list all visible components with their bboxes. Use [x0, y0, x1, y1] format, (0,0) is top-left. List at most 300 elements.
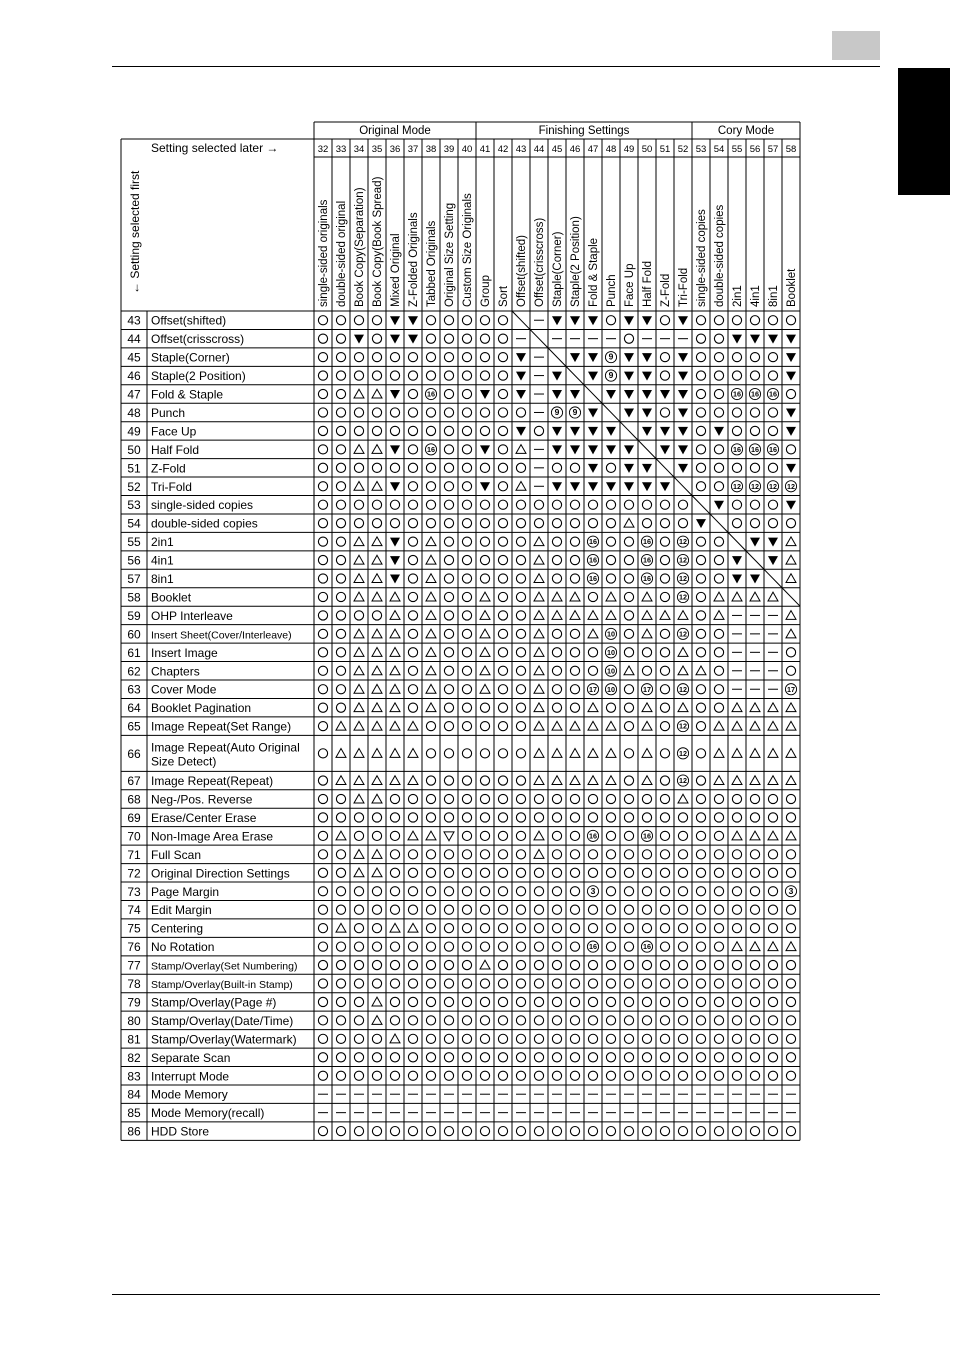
triangle-mark — [480, 666, 490, 675]
triangle-mark — [768, 703, 778, 712]
circle-mark — [462, 794, 471, 803]
triangle-mark — [390, 592, 400, 601]
circle-mark — [606, 1071, 615, 1080]
triangle-mark — [354, 850, 364, 859]
solid-triangle-mark — [624, 482, 634, 491]
solid-triangle-mark — [624, 316, 634, 325]
circle-mark — [372, 519, 381, 528]
triangle-mark — [336, 721, 346, 730]
circle-mark — [372, 924, 381, 933]
circle-mark — [444, 574, 453, 583]
triangle-mark — [426, 555, 436, 564]
triangle-mark — [354, 749, 364, 758]
circle-mark — [498, 905, 507, 914]
circled-number-text: 17 — [643, 684, 651, 694]
circle-mark — [516, 831, 525, 840]
circle-mark — [336, 905, 345, 914]
solid-triangle-mark — [642, 408, 652, 417]
circle-mark — [750, 1034, 759, 1043]
circle-mark — [498, 960, 507, 969]
circle-mark — [606, 942, 615, 951]
row-label: Centering — [151, 921, 204, 936]
circle-mark — [444, 408, 453, 417]
column-label: Fold & Staple — [588, 237, 600, 307]
circle-mark — [714, 997, 723, 1006]
circle-mark — [588, 500, 597, 509]
circled-number-text: 17 — [787, 684, 795, 694]
triangle-mark — [354, 721, 364, 730]
circle-mark — [714, 813, 723, 822]
circle-mark — [426, 334, 435, 343]
circle-mark — [714, 1071, 723, 1080]
circle-mark — [426, 850, 435, 859]
circle-mark — [570, 555, 579, 564]
circle-mark — [678, 924, 687, 933]
circle-mark — [426, 813, 435, 822]
circle-mark — [588, 979, 597, 988]
column-number: 48 — [605, 144, 617, 155]
row-number: 67 — [127, 774, 141, 789]
circle-mark — [732, 426, 741, 435]
circle-mark — [408, 408, 417, 417]
circle-mark — [408, 519, 417, 528]
triangle-mark — [534, 721, 544, 730]
row-number: 50 — [127, 442, 141, 457]
triangle-mark — [354, 555, 364, 564]
circle-mark — [750, 850, 759, 859]
circle-mark — [444, 592, 453, 601]
circled-number-text: 3 — [590, 885, 596, 896]
solid-triangle-mark — [588, 427, 598, 436]
triangle-mark — [588, 611, 598, 620]
circle-mark — [624, 611, 633, 620]
triangle-mark — [750, 776, 760, 785]
circle-mark — [606, 831, 615, 840]
circle-mark — [336, 574, 345, 583]
circle-mark — [390, 408, 399, 417]
circled-number-text: 16 — [733, 444, 741, 454]
triangle-mark — [480, 592, 490, 601]
circle-mark — [354, 924, 363, 933]
circled-number-text: 16 — [643, 942, 651, 952]
solid-triangle-mark — [516, 353, 526, 362]
column-number: 55 — [731, 144, 743, 155]
column-label: 8in1 — [768, 285, 780, 307]
circle-mark — [732, 905, 741, 914]
circle-mark — [588, 1016, 597, 1025]
triangle-mark — [372, 794, 382, 803]
row-label: Booklet — [151, 590, 192, 605]
solid-triangle-mark — [552, 427, 562, 436]
circle-mark — [534, 1016, 543, 1025]
circle-mark — [444, 1034, 453, 1043]
circle-mark — [462, 408, 471, 417]
column-number: 33 — [335, 144, 347, 155]
row-number: 54 — [127, 516, 141, 531]
circle-mark — [606, 703, 615, 712]
column-label: Staple(Corner) — [552, 231, 564, 307]
circle-mark — [372, 334, 381, 343]
row-label: Tri-Fold — [151, 479, 192, 494]
circle-mark — [624, 1016, 633, 1025]
circled-number-text: 16 — [643, 537, 651, 547]
circle-mark — [480, 1053, 489, 1062]
circle-mark — [408, 1053, 417, 1062]
circle-mark — [786, 1127, 795, 1136]
column-number: 37 — [407, 144, 419, 155]
circle-mark — [336, 685, 345, 694]
row-number: 79 — [127, 995, 141, 1010]
triangle-mark — [372, 555, 382, 564]
column-label: Original Size Setting — [444, 202, 456, 307]
circle-mark — [660, 722, 669, 731]
circle-mark — [444, 924, 453, 933]
circle-mark — [714, 316, 723, 325]
circle-mark — [354, 942, 363, 951]
triangle-mark — [372, 445, 382, 454]
triangle-mark — [426, 703, 436, 712]
circle-mark — [480, 942, 489, 951]
circle-mark — [552, 868, 561, 877]
circled-number-text: 16 — [589, 942, 597, 952]
circle-mark — [462, 463, 471, 472]
circle-mark — [696, 611, 705, 620]
triangle-mark — [480, 648, 490, 657]
triangle-mark — [642, 592, 652, 601]
circle-mark — [390, 1071, 399, 1080]
circle-mark — [714, 334, 723, 343]
circle-mark — [696, 813, 705, 822]
row-number: 81 — [127, 1032, 141, 1047]
row-label: Z-Fold — [151, 461, 186, 476]
solid-triangle-mark — [678, 353, 688, 362]
row-label: Stamp/Overlay(Built-in Stamp) — [151, 979, 293, 992]
triangle-mark — [642, 703, 652, 712]
diagonal-mark — [584, 385, 602, 403]
triangle-mark — [588, 749, 598, 758]
circle-mark — [480, 905, 489, 914]
circle-mark — [714, 960, 723, 969]
triangle-mark — [714, 776, 724, 785]
row-number: 82 — [127, 1050, 141, 1065]
circle-mark — [678, 979, 687, 988]
circle-mark — [552, 924, 561, 933]
circled-number-text: 12 — [787, 481, 795, 491]
column-label: Book Copy(Separation) — [354, 187, 366, 307]
circle-mark — [408, 482, 417, 491]
circle-mark — [462, 813, 471, 822]
circle-mark — [462, 960, 471, 969]
circle-mark — [570, 997, 579, 1006]
circle-mark — [516, 887, 525, 896]
circle-mark — [408, 648, 417, 657]
solid-triangle-mark — [768, 556, 778, 565]
circle-mark — [552, 979, 561, 988]
solid-triangle-mark — [516, 390, 526, 399]
circle-mark — [498, 389, 507, 398]
circle-mark — [372, 426, 381, 435]
circle-mark — [390, 942, 399, 951]
triangle-mark — [714, 611, 724, 620]
circle-mark — [606, 519, 615, 528]
circle-mark — [516, 666, 525, 675]
circle-mark — [462, 1127, 471, 1136]
circle-mark — [732, 1016, 741, 1025]
row-label: 8in1 — [151, 572, 174, 587]
circle-mark — [552, 905, 561, 914]
circle-mark — [768, 353, 777, 362]
circle-mark — [390, 353, 399, 362]
circled-number-text: 12 — [679, 721, 687, 731]
triangle-mark — [354, 574, 364, 583]
row-label: Interrupt Mode — [151, 1069, 230, 1084]
circle-mark — [732, 997, 741, 1006]
circle-mark — [336, 629, 345, 638]
circle-mark — [336, 1016, 345, 1025]
circle-mark — [480, 1071, 489, 1080]
circle-mark — [696, 905, 705, 914]
circle-mark — [570, 794, 579, 803]
circled-number-text: 16 — [589, 574, 597, 584]
circle-mark — [462, 703, 471, 712]
triangle-mark — [426, 666, 436, 675]
circle-mark — [534, 794, 543, 803]
circle-mark — [660, 831, 669, 840]
circle-mark — [408, 685, 417, 694]
row-number: 45 — [127, 350, 141, 365]
circle-mark — [480, 463, 489, 472]
triangle-mark — [426, 648, 436, 657]
circle-mark — [570, 519, 579, 528]
row-label: Stamp/Overlay(Set Numbering) — [151, 960, 298, 973]
diagonal-mark — [620, 422, 638, 440]
circled-number-text: 16 — [769, 444, 777, 454]
circle-mark — [498, 408, 507, 417]
circle-mark — [426, 942, 435, 951]
circle-mark — [660, 1016, 669, 1025]
triangle-mark — [606, 749, 616, 758]
triangle-mark — [606, 776, 616, 785]
circle-mark — [462, 592, 471, 601]
circle-mark — [660, 500, 669, 509]
circle-mark — [678, 831, 687, 840]
column-number: 51 — [659, 144, 671, 155]
circle-mark — [642, 1053, 651, 1062]
circle-mark — [570, 1127, 579, 1136]
circle-mark — [642, 1071, 651, 1080]
circle-mark — [426, 316, 435, 325]
circled-number-text: 10 — [607, 629, 615, 639]
row-label: Image Repeat(Repeat) — [151, 774, 274, 789]
triangle-mark — [426, 684, 436, 693]
solid-triangle-mark — [390, 316, 400, 325]
triangle-mark — [786, 629, 796, 638]
circle-mark — [408, 353, 417, 362]
circle-mark — [552, 703, 561, 712]
circle-mark — [696, 648, 705, 657]
solid-triangle-mark — [390, 445, 400, 454]
circle-mark — [372, 960, 381, 969]
circle-mark — [606, 1016, 615, 1025]
circle-mark — [498, 1034, 507, 1043]
row-label: Neg-/Pos. Reverse — [151, 792, 253, 807]
circle-mark — [426, 924, 435, 933]
circle-mark — [336, 960, 345, 969]
circle-mark — [750, 519, 759, 528]
circle-mark — [642, 519, 651, 528]
circle-mark — [336, 555, 345, 564]
circle-mark — [714, 703, 723, 712]
triangle-mark — [480, 684, 490, 693]
circle-mark — [318, 887, 327, 896]
circle-mark — [336, 703, 345, 712]
circle-mark — [768, 519, 777, 528]
circle-mark — [696, 537, 705, 546]
corner-later-label: Setting selected later → — [151, 141, 279, 155]
circle-mark — [426, 722, 435, 731]
solid-triangle-mark — [714, 427, 724, 436]
triangle-mark — [390, 703, 400, 712]
circle-mark — [696, 334, 705, 343]
row-label: Half Fold — [151, 442, 200, 457]
circle-mark — [462, 868, 471, 877]
circle-mark — [768, 316, 777, 325]
circle-mark — [390, 1053, 399, 1062]
triangle-mark — [408, 923, 418, 932]
circle-mark — [426, 1053, 435, 1062]
triangle-mark — [354, 666, 364, 675]
circle-mark — [660, 1053, 669, 1062]
solid-triangle-mark — [390, 390, 400, 399]
row-number: 63 — [127, 682, 141, 697]
circle-mark — [660, 1071, 669, 1080]
circle-mark — [750, 1016, 759, 1025]
circle-mark — [534, 813, 543, 822]
circle-mark — [426, 868, 435, 877]
circle-mark — [606, 500, 615, 509]
solid-triangle-mark — [552, 372, 562, 381]
circle-mark — [444, 334, 453, 343]
circle-mark — [462, 850, 471, 859]
circle-mark — [462, 334, 471, 343]
circle-mark — [624, 1053, 633, 1062]
circle-mark — [354, 1071, 363, 1080]
triangle-mark — [372, 629, 382, 638]
circle-mark — [696, 592, 705, 601]
row-label: Punch — [151, 405, 186, 420]
triangle-mark — [426, 831, 436, 840]
circle-mark — [696, 749, 705, 758]
circle-mark — [408, 574, 417, 583]
circle-mark — [606, 463, 615, 472]
triangle-mark — [534, 555, 544, 564]
triangle-mark — [354, 537, 364, 546]
circle-mark — [660, 353, 669, 362]
triangle-mark — [732, 942, 742, 951]
circle-mark — [426, 997, 435, 1006]
circle-mark — [498, 648, 507, 657]
circle-mark — [498, 1071, 507, 1080]
circle-mark — [336, 997, 345, 1006]
circle-mark — [516, 722, 525, 731]
circle-mark — [732, 979, 741, 988]
circle-mark — [732, 500, 741, 509]
circle-mark — [480, 703, 489, 712]
solid-triangle-mark — [570, 353, 580, 362]
row-number: 52 — [127, 479, 141, 494]
circle-mark — [624, 1034, 633, 1043]
row-number: 48 — [127, 405, 141, 420]
circle-mark — [642, 666, 651, 675]
circle-mark — [336, 611, 345, 620]
triangle-mark — [534, 592, 544, 601]
circle-mark — [768, 997, 777, 1006]
circle-mark — [462, 749, 471, 758]
circle-mark — [570, 831, 579, 840]
circle-mark — [498, 997, 507, 1006]
row-number: 80 — [127, 1013, 141, 1028]
triangle-mark — [570, 776, 580, 785]
circle-mark — [696, 1034, 705, 1043]
triangle-mark — [354, 481, 364, 490]
solid-triangle-mark — [786, 372, 796, 381]
circle-mark — [624, 776, 633, 785]
circle-mark — [498, 334, 507, 343]
circle-mark — [408, 997, 417, 1006]
circle-mark — [750, 353, 759, 362]
circle-mark — [606, 1034, 615, 1043]
circle-mark — [372, 942, 381, 951]
column-number: 50 — [641, 144, 653, 155]
circled-number-text: 16 — [427, 389, 435, 399]
circle-mark — [480, 794, 489, 803]
circled-number-text: 12 — [679, 555, 687, 565]
circle-mark — [480, 749, 489, 758]
circled-number-text: 16 — [769, 389, 777, 399]
circle-mark — [390, 463, 399, 472]
circle-mark — [750, 1071, 759, 1080]
triangle-mark — [390, 666, 400, 675]
circle-mark — [390, 813, 399, 822]
circle-mark — [660, 979, 669, 988]
circle-mark — [696, 942, 705, 951]
circle-mark — [372, 813, 381, 822]
triangle-mark — [786, 942, 796, 951]
triangle-mark — [534, 574, 544, 583]
circle-mark — [606, 905, 615, 914]
column-label: Z-Folded Originals — [408, 212, 420, 307]
circle-mark — [444, 1016, 453, 1025]
circle-mark — [426, 1071, 435, 1080]
circle-mark — [480, 519, 489, 528]
triangle-mark — [750, 592, 760, 601]
circle-mark — [426, 776, 435, 785]
group-header: Original Mode — [359, 125, 431, 137]
circle-mark — [480, 408, 489, 417]
circle-mark — [624, 749, 633, 758]
circle-mark — [444, 353, 453, 362]
solid-triangle-mark — [696, 519, 706, 528]
triangle-mark — [354, 648, 364, 657]
circle-mark — [408, 960, 417, 969]
column-number: 58 — [785, 144, 797, 155]
circle-mark — [696, 555, 705, 564]
circled-number-text: 10 — [607, 666, 615, 676]
circle-mark — [480, 500, 489, 509]
circle-mark — [768, 1071, 777, 1080]
solid-triangle-mark — [480, 445, 490, 454]
circled-number-text: 10 — [607, 647, 615, 657]
